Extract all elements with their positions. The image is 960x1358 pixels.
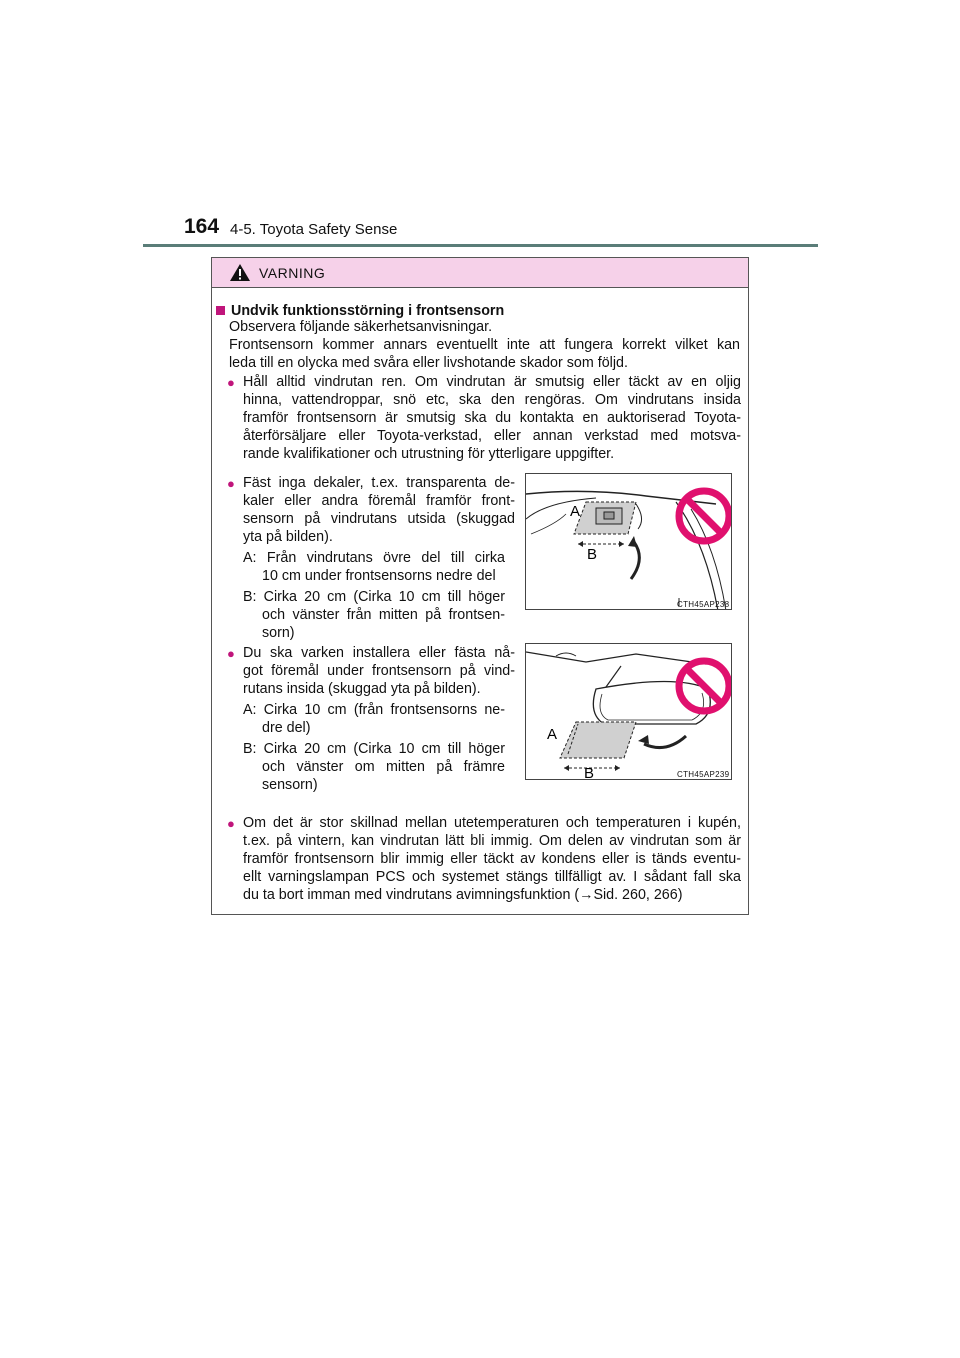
figure-windshield-inside bbox=[525, 643, 732, 780]
b3A-line: A: Cirka 10 cm (från frontsensorns ne- bbox=[243, 702, 505, 718]
b1-line: hinna, vattendroppar, snö etc, ska den rengöras. Om vindrutans insida bbox=[243, 392, 741, 408]
b3-line: Du ska varken installera eller fästa nå- bbox=[243, 645, 515, 661]
b3-line: got föremål under frontsensorn på vind- bbox=[243, 663, 515, 679]
arrow-right-icon: → bbox=[579, 887, 594, 903]
b1-line: rande kvalifikationer och utrustning för ytterligare uppgifter. bbox=[243, 446, 615, 462]
bullet-dot-icon: ● bbox=[227, 375, 235, 390]
b2A-line: A: Från vindrutans övre del till cirka bbox=[243, 550, 505, 566]
b4-line-last bbox=[243, 886, 682, 904]
b1-line: framför frontsensorn är smutsig ska du kontakta en auktoriserad Toyota- bbox=[243, 410, 741, 426]
b2A-line: 10 cm under frontsensorns nedre del bbox=[262, 568, 496, 584]
b4-line: Om det är stor skillnad mellan utetemperaturen och temperaturen i kupén, bbox=[243, 815, 741, 831]
b3A-line: dre del) bbox=[262, 720, 311, 736]
b4-line: t.ex. på vintern, kan vindrutan lätt bli immig. Om delen av vindrutan som är bbox=[243, 833, 741, 849]
fig1-label-a: A bbox=[570, 503, 581, 520]
b3-line: rutans insida (skuggad yta på bilden). bbox=[243, 681, 481, 697]
b4-text: du ta bort imman med vindrutans avimningsfunktion ( bbox=[243, 887, 580, 903]
warning-triangle-icon bbox=[229, 263, 251, 282]
b2B-line: sorn) bbox=[262, 625, 295, 641]
bullet-dot-icon: ● bbox=[227, 816, 235, 831]
fig2-code: CTH45AP239 bbox=[677, 770, 730, 779]
b4-line: framför frontsensorn blir immig eller täckt av kondens eller is tänds eventu- bbox=[243, 851, 741, 867]
heading-text: Undvik funktionsstörning i frontsensorn bbox=[231, 303, 505, 319]
fig2-label-b: B bbox=[584, 765, 595, 780]
fig1-code: CTH45AP238 bbox=[677, 600, 730, 609]
b2-line: kaler eller andra föremål framför front- bbox=[243, 493, 515, 509]
windshield-outside-illustration bbox=[526, 474, 732, 610]
b3B-line: och vänster om mitten på främre bbox=[262, 759, 505, 775]
section-title: 4-5. Toyota Safety Sense bbox=[230, 221, 398, 238]
b3B-line: B: Cirka 20 cm (Cirka 10 cm till höger bbox=[243, 741, 505, 757]
b2B-line: och vänster från mitten på frontsen- bbox=[262, 607, 505, 623]
b4-line: ellt varningslampan PCS och systemet stängs tillfälligt av. I sådant fall ska bbox=[243, 869, 741, 885]
fig1-label-b: B bbox=[587, 546, 598, 563]
intro-line-1: Observera följande säkerhetsanvisningar. bbox=[229, 319, 493, 335]
warning-header bbox=[212, 258, 748, 288]
square-bullet-icon bbox=[216, 306, 225, 315]
page-reference-link[interactable]: Sid. 260, 266) bbox=[593, 887, 683, 903]
b1-line: Håll alltid vindrutan ren. Om vindrutan är smutsig eller täckt av en oljig bbox=[243, 374, 741, 390]
windshield-inside-illustration bbox=[526, 644, 732, 780]
warning-title: VARNING bbox=[259, 265, 326, 281]
b3B-line: sensorn) bbox=[262, 777, 318, 793]
page-number: 164 bbox=[184, 215, 220, 238]
header-rule bbox=[143, 244, 818, 247]
bullet-dot-icon: ● bbox=[227, 646, 235, 661]
b1-line: återförsäljare eller Toyota-verkstad, eller annan verkstad med motsva- bbox=[243, 428, 741, 444]
fig2-label-a: A bbox=[547, 726, 558, 743]
b2-line: Fäst inga dekaler, t.ex. transparenta de- bbox=[243, 475, 515, 491]
b2B-line: B: Cirka 20 cm (Cirka 10 cm till höger bbox=[243, 589, 505, 605]
bullet-dot-icon: ● bbox=[227, 476, 235, 491]
b2-line: yta på bilden). bbox=[243, 529, 333, 545]
b2-line: sensorn på vindrutans utsida (skuggad bbox=[243, 511, 515, 527]
intro-line-2b: leda till en olycka med svåra eller livshotande skador som följd. bbox=[229, 355, 628, 371]
intro-line-2a: Frontsensorn kommer annars eventuellt inte att fungera korrekt vilket kan bbox=[229, 337, 740, 353]
figure-windshield-outside bbox=[525, 473, 732, 610]
